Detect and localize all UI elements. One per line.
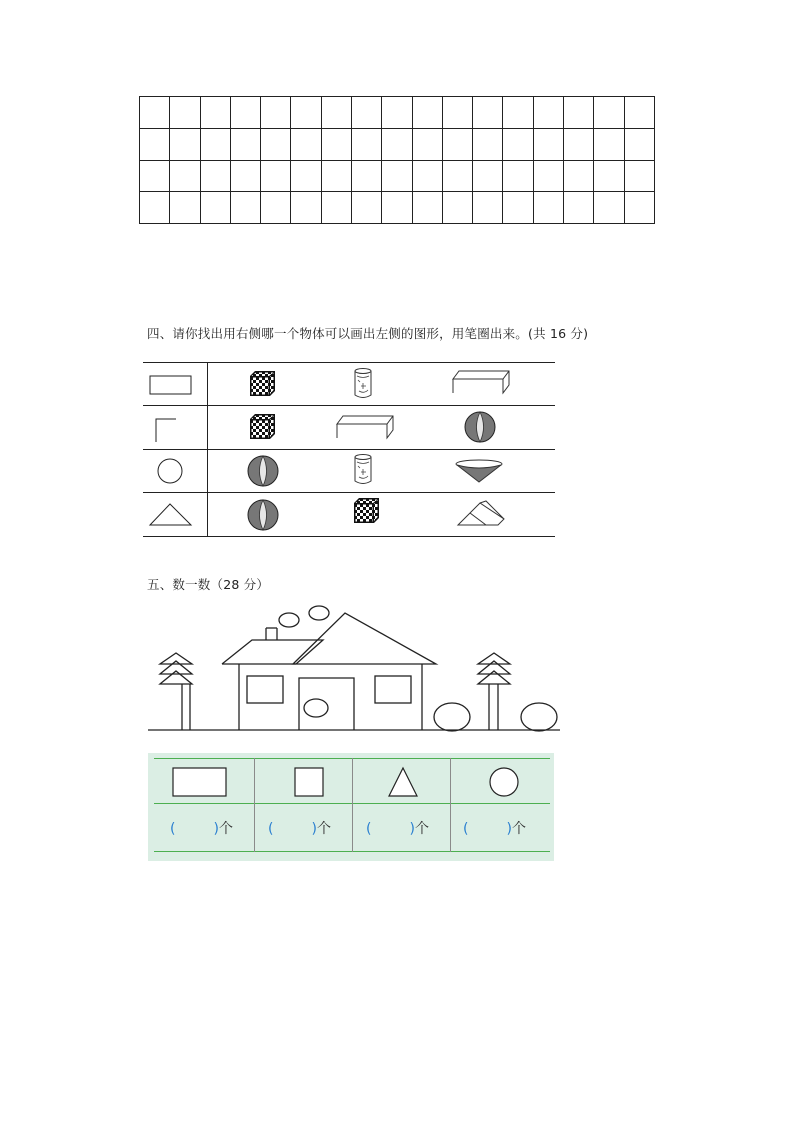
grid-cell[interactable] <box>473 160 503 192</box>
grid-cell[interactable] <box>412 128 442 160</box>
grid-cell[interactable] <box>533 128 563 160</box>
square-count-answer[interactable]: ( )个 <box>268 821 331 837</box>
grid-cell[interactable] <box>563 192 593 224</box>
grid-cell[interactable] <box>321 97 351 129</box>
grid-cell[interactable] <box>261 97 291 129</box>
bush <box>521 703 557 731</box>
grid-cell[interactable] <box>503 128 533 160</box>
grid-cell[interactable] <box>594 192 624 224</box>
grid-cell[interactable] <box>412 192 442 224</box>
grid-cell[interactable] <box>230 97 260 129</box>
triangle-shape <box>150 504 191 525</box>
grid-cell[interactable] <box>594 160 624 192</box>
table-lines <box>143 362 555 537</box>
grid-cell[interactable] <box>140 97 170 129</box>
triangular-prism-icon[interactable] <box>458 501 504 525</box>
grid-cell[interactable] <box>321 160 351 192</box>
grid-cell[interactable] <box>382 160 412 192</box>
grid-cell[interactable] <box>200 192 230 224</box>
rectangular-box-icon[interactable] <box>453 371 509 393</box>
grid-cell[interactable] <box>291 128 321 160</box>
grid-cell[interactable] <box>563 97 593 129</box>
grid-cell[interactable] <box>140 160 170 192</box>
grid-cell[interactable] <box>563 160 593 192</box>
smoke-cloud <box>309 606 329 620</box>
rectangular-box-icon[interactable] <box>337 416 393 438</box>
grid-cell[interactable] <box>594 97 624 129</box>
checkered-cube-icon[interactable] <box>250 414 275 439</box>
circle-count-answer[interactable]: ( )个 <box>463 821 526 837</box>
grid-cell[interactable] <box>230 192 260 224</box>
circle-shape <box>158 459 182 483</box>
grid-cell[interactable] <box>442 97 472 129</box>
grid-cell[interactable] <box>140 128 170 160</box>
rectangle-shape <box>173 768 226 796</box>
square-shape <box>295 768 323 796</box>
grid-cell[interactable] <box>624 160 655 192</box>
rectangle-shape <box>150 376 191 394</box>
grid-cell[interactable] <box>594 128 624 160</box>
grid-cell[interactable] <box>351 192 381 224</box>
grid-cell[interactable] <box>291 97 321 129</box>
grid-cell[interactable] <box>291 160 321 192</box>
grid-cell[interactable] <box>442 128 472 160</box>
grid-cell[interactable] <box>382 97 412 129</box>
grid-cell[interactable] <box>291 192 321 224</box>
grid-row <box>140 97 655 129</box>
question-4-heading: 四、请你找出用右侧哪一个物体可以画出左侧的图形，用笔圈出来。(共 16 分) <box>147 326 589 341</box>
grid-cell[interactable] <box>442 192 472 224</box>
grid-cell[interactable] <box>533 160 563 192</box>
grid-cell[interactable] <box>473 128 503 160</box>
grid-cell[interactable] <box>230 128 260 160</box>
grid-cell[interactable] <box>563 128 593 160</box>
grid-cell[interactable] <box>170 192 200 224</box>
left-tree <box>160 653 192 730</box>
grid-cell[interactable] <box>170 128 200 160</box>
rectangle-count-answer[interactable]: ( )个 <box>170 821 233 837</box>
grid-cell[interactable] <box>624 97 655 129</box>
grid-cell[interactable] <box>261 160 291 192</box>
grid-row <box>140 128 655 160</box>
grid-cell[interactable] <box>442 160 472 192</box>
grid-cell[interactable] <box>503 192 533 224</box>
ball-icon[interactable] <box>248 456 278 486</box>
question-5-heading: 五、数一数（28 分） <box>147 577 270 592</box>
grid-cell[interactable] <box>351 97 381 129</box>
bush <box>434 703 470 731</box>
grid-cell[interactable] <box>351 160 381 192</box>
house <box>222 613 436 730</box>
grid-cell[interactable] <box>412 97 442 129</box>
shape-matching-table <box>143 362 557 538</box>
grid-cell[interactable] <box>351 128 381 160</box>
shape-count-panel <box>148 753 554 861</box>
circle-shape <box>490 768 518 796</box>
grid-cell[interactable] <box>140 192 170 224</box>
grid-cell[interactable] <box>533 192 563 224</box>
grid-cell[interactable] <box>412 160 442 192</box>
cylinder-can-icon[interactable] <box>355 455 371 484</box>
grid-cell[interactable] <box>200 128 230 160</box>
grid-cell[interactable] <box>170 97 200 129</box>
grid-cell[interactable] <box>230 160 260 192</box>
house-scene-drawing <box>146 603 562 737</box>
grid-cell[interactable] <box>624 128 655 160</box>
grid-cell[interactable] <box>170 160 200 192</box>
grid-cell[interactable] <box>533 97 563 129</box>
grid-cell[interactable] <box>503 97 533 129</box>
right-tree <box>478 653 510 730</box>
grid-cell[interactable] <box>473 97 503 129</box>
grid-cell[interactable] <box>321 192 351 224</box>
checkered-cube-icon[interactable] <box>250 371 275 396</box>
grid-cell[interactable] <box>382 192 412 224</box>
grid-cell[interactable] <box>624 192 655 224</box>
triangle-count-answer[interactable]: ( )个 <box>366 821 429 837</box>
grid-row <box>140 192 655 224</box>
grid-cell[interactable] <box>261 128 291 160</box>
ball-icon[interactable] <box>248 500 278 530</box>
grid-cell[interactable] <box>200 97 230 129</box>
grid-cell[interactable] <box>261 192 291 224</box>
ball-icon[interactable] <box>465 412 495 442</box>
grid-row <box>140 160 655 192</box>
grid-cell[interactable] <box>200 160 230 192</box>
grid-cell[interactable] <box>473 192 503 224</box>
grid-cell[interactable] <box>321 128 351 160</box>
checkered-cube-icon[interactable] <box>354 498 379 523</box>
grid-cell[interactable] <box>503 160 533 192</box>
grid-cell[interactable] <box>382 128 412 160</box>
cone-icon[interactable] <box>456 460 502 482</box>
cylinder-can-icon[interactable] <box>355 369 371 398</box>
right-angle-shape <box>156 419 176 442</box>
writing-grid <box>139 96 655 224</box>
smoke-cloud <box>279 613 299 627</box>
